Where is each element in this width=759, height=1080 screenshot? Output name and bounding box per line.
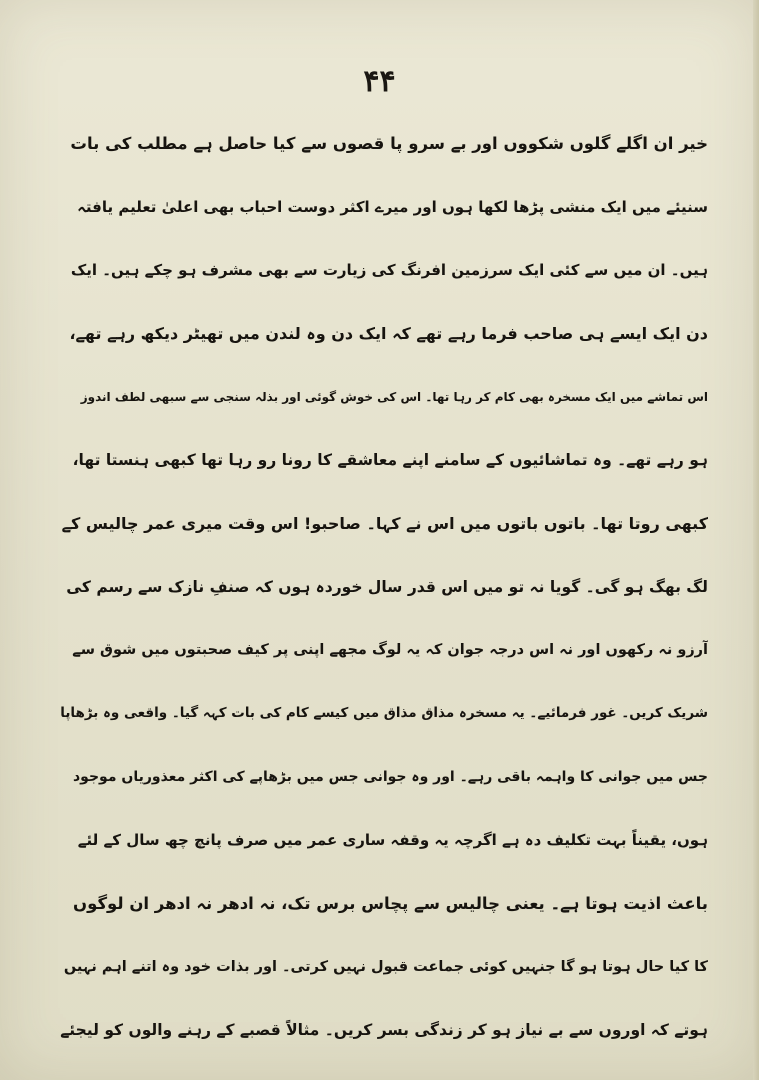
page-edge [753,0,759,1080]
text-line: لگ بھگ ہو گی۔ گویا نہ تو میں اس قدر سال خوردہ ہوں کہ صنفِ نازک سے رسم کی [66,577,708,596]
text-line: ہو رہے تھے۔ وہ تماشائیوں کے سامنے اپنے معاشقے کا رونا رو رہا تھا کبھی ہنستا تھا، [72,451,708,470]
text-line: باعث اذیت ہوتا ہے۔ یعنی چالیس سے پچاس برس تک، نہ ادھر نہ ادھر ان لوگوں [73,893,708,913]
text-line: ہیں۔ ان میں سے کئی ایک سرزمین افرنگ کی زیارت سے بھی مشرف ہو چکے ہیں۔ ایک [70,261,708,280]
text-line: خیر ان اگلے گلوں شکووں اور بے سرو پا قصوں سے کیا حاصل ہے مطلب کی بات [70,134,708,154]
text-line: کبھی روتا تھا۔ باتوں باتوں میں اس نے کہا۔ صاحبو! اس وقت میری عمر چالیس کے [61,513,708,533]
text-line: آرزو نہ رکھوں اور نہ اس درجہ جوان کہ یہ لوگ مجھے اپنی پر کیف صحبتوں میں شوق سے [72,642,708,659]
text-line: شریک کریں۔ غور فرمائیے۔ یہ مسخرہ مذاق مذاق میں کیسے کام کی بات کہہ گیا۔ واقعی وہ بڑھاپا [60,705,708,722]
text-line: جس میں جوانی کا واہمہ باقی رہے۔ اور وہ جوانی جس میں بڑھاپے کی اکثر معذوریاں موجود [73,768,708,785]
page-number: ۴۴ [363,64,396,99]
text-block [58,112,708,1061]
text-line: ہوں، یقیناً بہت تکلیف دہ ہے اگرچہ یہ وقفہ ساری عمر میں صرف پانچ چھ سال کے لئے [77,830,708,849]
text-line: ہوتے کہ اوروں سے بے نیاز ہو کر زندگی بسر کریں۔ مثالاً قصبے کے رہنے والوں کو لیجئے [60,1020,708,1039]
text-line: سنیئے میں ایک منشی پڑھا لکھا ہوں اور میرے اکثر دوست احباب بھی اعلیٰ تعلیم یافتہ [77,197,708,216]
text-line: کا کیا حال ہوتا ہو گا جنہیں کوئی جماعت قبول نہیں کرتی۔ اور بذات خود وہ اتنے اہم نہیں [63,958,708,975]
text-line: اس تماشے میں ایک مسخرہ بھی کام کر رہا تھا۔ اس کی خوش گوئی اور بذلہ سنجی سے سبھی لطف اندوز [80,389,708,404]
text-line: دن ایک ایسے ہی صاحب فرما رہے تھے کہ ایک دن وہ لندن میں تھیٹر دیکھ رہے تھے، [69,324,708,344]
